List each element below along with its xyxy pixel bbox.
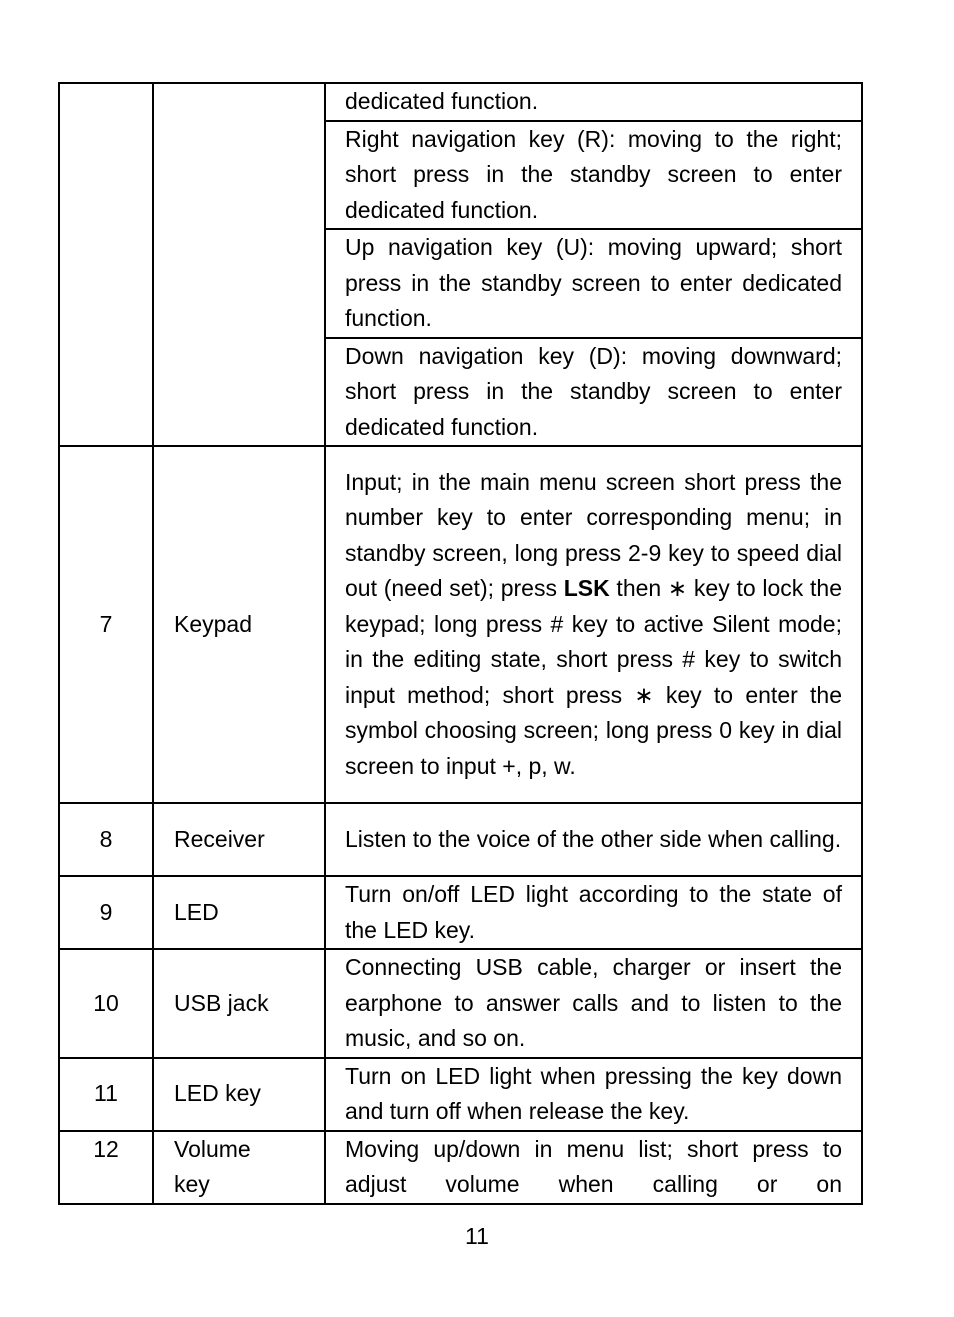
- table-cell-num: 7: [59, 446, 153, 803]
- table-row-keypad: [59, 446, 862, 803]
- desc-text: Input; in the main menu screen short press the number key to enter corresponding menu; in standby screen, long press 2-9 key to speed dial out (need set); press: [345, 468, 842, 602]
- table-row-volume-key: [59, 1131, 862, 1204]
- table-cell-desc: Down navigation key (D): moving downward; short press in the standby screen to enter dedicated function.: [325, 338, 862, 447]
- table-cell-desc: Turn on/off LED light according to the state of the LED key.: [325, 876, 862, 949]
- table-cell-name: LED: [153, 876, 325, 949]
- table-row-led: [59, 876, 862, 949]
- table-cell-name: LED key: [153, 1058, 325, 1131]
- table-cell-num: 8: [59, 803, 153, 876]
- table-cell-name: Receiver: [153, 803, 325, 876]
- table-cell-num: 9: [59, 876, 153, 949]
- table-cell-desc: Right navigation key (R): moving to the right; short press in the standby screen to enter dedicated function.: [325, 121, 862, 230]
- table-cell-desc: Connecting USB cable, charger or insert the earphone to answer calls and to listen to the music, and so on.: [325, 949, 862, 1058]
- table-cell-desc: Up navigation key (U): moving upward; short press in the standby screen to enter dedicated function.: [325, 229, 862, 338]
- table-cell-desc: Moving up/down in menu list; short press to adjust volume when calling or on: [325, 1131, 862, 1204]
- table-cell-desc: dedicated function.: [325, 83, 862, 121]
- table-cell-desc: Turn on LED light when pressing the key down and turn off when release the key.: [325, 1058, 862, 1131]
- page-number: 11: [465, 1223, 489, 1249]
- table-cell-name: Volume key: [153, 1131, 325, 1204]
- desc-text: then ∗ key to lock the keypad; long press # key to active Silent mode; in the editing state, short press # key to switch input method; short press ∗ key to enter the symbol choosing screen; long press 0 key in dial screen to input +, p, w.: [345, 575, 842, 779]
- table-cell-num: 11: [59, 1058, 153, 1131]
- table-row-continuation-1: [59, 83, 862, 121]
- table-cell-num: 12: [59, 1131, 153, 1204]
- table-cell-name-continuation: [153, 83, 325, 446]
- table-row-receiver: [59, 803, 862, 876]
- table-cell-num-continuation: [59, 83, 153, 446]
- lsk-label: LSK: [563, 575, 610, 602]
- key-function-table: [58, 82, 863, 1205]
- table-cell-name: Keypad: [153, 446, 325, 803]
- table-row-usb-jack: [59, 949, 862, 1058]
- table-cell-name: USB jack: [153, 949, 325, 1058]
- table-cell-desc: Listen to the voice of the other side when calling.: [325, 803, 862, 876]
- table-row-led-key: [59, 1058, 862, 1131]
- table-cell-desc: [325, 446, 862, 803]
- table-cell-num: 10: [59, 949, 153, 1058]
